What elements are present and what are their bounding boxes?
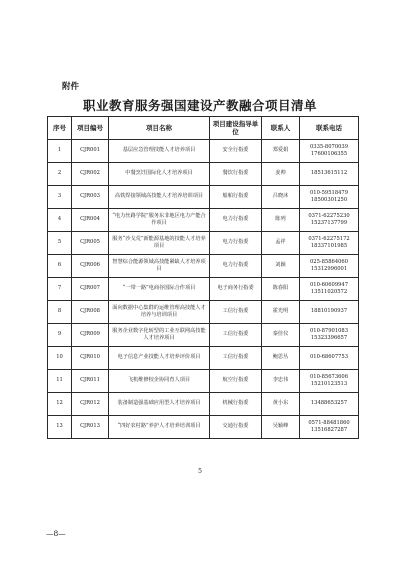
cell-name: 电子信息产业技能人才培养评价项目 (109, 347, 210, 370)
phone-number: 0371-62275230 (308, 212, 350, 219)
cell-phone (300, 255, 359, 278)
cell-unit: 机械行指委 (210, 393, 262, 416)
cell-unit: 电力行指委 (210, 209, 262, 232)
page-number-footer: —8— (46, 529, 66, 538)
cell-code: CJR013 (72, 416, 109, 439)
cell-unit: 电力行指委 (210, 255, 262, 278)
cell-index: 4 (48, 209, 72, 232)
table-row (48, 416, 359, 439)
phone-number: 13488653257 (310, 400, 348, 407)
table-row (48, 163, 359, 186)
cell-contact: 陈列 (262, 209, 300, 232)
table-row (48, 209, 359, 232)
cell-name: 高铁焊接领域高技能人才培养培训项目 (109, 186, 210, 209)
cell-name: 智慧综合能源领域高技能紧缺人才培养项目 (109, 255, 210, 278)
phone-number: 15312996001 (310, 266, 348, 272)
cell-unit: 电力行指委 (210, 232, 262, 255)
cell-name: 装备制造强基础应用型人才培养项目 (109, 393, 210, 416)
phone-number: 18500301250 (310, 197, 348, 203)
cell-phone (300, 278, 359, 301)
cell-unit: 安全行指委 (210, 140, 262, 163)
phone-number: 13516827287 (310, 427, 348, 433)
table-header-row (48, 117, 359, 140)
cell-contact: 姜帅 (262, 163, 300, 186)
cell-phone (300, 232, 359, 255)
cell-index: 10 (48, 347, 72, 370)
table-body (48, 140, 359, 439)
attachment-label: 附件 (62, 82, 80, 92)
page-number-center: 5 (198, 468, 202, 475)
table-row (48, 278, 359, 301)
cell-name: 飞机维修校企协同育人项目 (109, 370, 210, 393)
cell-code: CJR006 (72, 255, 109, 278)
cell-name: 服务“沙戈荒”新能源基地的技能人才培养项目 (109, 232, 210, 255)
cell-name: “电力丝路学院”服务东非地区电力产能合作项目 (109, 209, 210, 232)
table-row (48, 370, 359, 393)
phone-number: 15210123513 (310, 381, 348, 387)
cell-index: 8 (48, 301, 72, 324)
phone-number: 18513615112 (310, 170, 348, 177)
cell-phone (300, 301, 359, 324)
cell-code: CJR005 (72, 232, 109, 255)
phone-number: 18810190937 (310, 308, 348, 315)
cell-phone (300, 140, 359, 163)
cell-code: CJR008 (72, 301, 109, 324)
cell-index: 2 (48, 163, 72, 186)
table-row (48, 140, 359, 163)
phone-number: 010-68607753 (309, 354, 349, 361)
cell-name: 中餐烹饪国际化人才培养项目 (109, 163, 210, 186)
cell-index: 6 (48, 255, 72, 278)
cell-unit: 航空行指委 (210, 370, 262, 393)
phone-number: 010-60609947 (309, 281, 349, 288)
header-code: 项目编号 (72, 117, 109, 140)
cell-code: CJR011 (72, 370, 109, 393)
cell-code: CJR001 (72, 140, 109, 163)
cell-phone (300, 347, 359, 370)
cell-contact: 黄小东 (262, 393, 300, 416)
header-index: 序号 (48, 117, 72, 140)
cell-contact: 刘颖 (262, 255, 300, 278)
cell-index: 13 (48, 416, 72, 439)
cell-contact: 霍光明 (262, 301, 300, 324)
cell-phone (300, 186, 359, 209)
phone-number: 0371-62275172 (308, 235, 350, 242)
cell-phone (300, 370, 359, 393)
cell-index: 9 (48, 324, 72, 347)
cell-index: 5 (48, 232, 72, 255)
cell-index: 11 (48, 370, 72, 393)
cell-name: 基层应急管理技能人才培养项目 (109, 140, 210, 163)
cell-contact: 孟祥 (262, 232, 300, 255)
phone-number: 13511020572 (310, 289, 348, 295)
header-unit: 项目建设指导单位 (210, 117, 262, 140)
cell-unit: 船舶行指委 (210, 186, 262, 209)
cell-contact: 郑爱娟 (262, 140, 300, 163)
cell-phone (300, 416, 359, 439)
cell-code: CJR003 (72, 186, 109, 209)
phone-number: 17600106355 (310, 151, 348, 157)
table-row (48, 393, 359, 416)
cell-contact: 吴颖峰 (262, 416, 300, 439)
cell-code: CJR010 (72, 347, 109, 370)
table-row (48, 324, 359, 347)
cell-phone (300, 324, 359, 347)
cell-code: CJR007 (72, 278, 109, 301)
cell-phone (300, 393, 359, 416)
cell-index: 12 (48, 393, 72, 416)
cell-unit: 工信行指委 (210, 347, 262, 370)
phone-number: 010-87901083 (309, 327, 349, 334)
cell-unit: 工信行指委 (210, 301, 262, 324)
cell-contact: 陈春阳 (262, 278, 300, 301)
cell-code: CJR009 (72, 324, 109, 347)
phone-number: 025-85864060 (309, 258, 349, 265)
table-row (48, 186, 359, 209)
cell-name: “四好农村路”养护人才培养培训项目 (109, 416, 210, 439)
cell-unit: 工信行指委 (210, 324, 262, 347)
cell-contact: 鲍思丛 (262, 347, 300, 370)
phone-number: 18337101985 (310, 243, 348, 249)
cell-phone (300, 163, 359, 186)
cell-unit: 餐饮行指委 (210, 163, 262, 186)
cell-index: 3 (48, 186, 72, 209)
cell-code: CJR012 (72, 393, 109, 416)
cell-name: 服务企业数字化转型的工业互联网高技能人才培养项目 (109, 324, 210, 347)
cell-unit: 电子商务行指委 (210, 278, 262, 301)
phone-number: 0335-8070039 (309, 143, 349, 150)
cell-contact: 秦佳仪 (262, 324, 300, 347)
document-title: 职业教育服务强国建设产教融合项目清单 (82, 98, 317, 113)
phone-number: 0571-88481860 (308, 419, 350, 426)
phone-number: 010-59518479 (309, 189, 349, 196)
phone-number: 010-85673606 (309, 373, 349, 380)
project-table (47, 116, 359, 439)
cell-code: CJR002 (72, 163, 109, 186)
cell-contact: 李忠伟 (262, 370, 300, 393)
table-row (48, 255, 359, 278)
header-phone: 联系电话 (300, 117, 359, 140)
header-contact: 联系人 (262, 117, 300, 140)
table-row (48, 232, 359, 255)
cell-unit: 交通行指委 (210, 416, 262, 439)
phone-number: 15323396657 (310, 335, 348, 341)
table-row (48, 301, 359, 324)
table-row (48, 347, 359, 370)
cell-contact: 吕晓沐 (262, 186, 300, 209)
header-name: 项目名称 (109, 117, 210, 140)
cell-code: CJR004 (72, 209, 109, 232)
cell-name: “一带一路”电商谷国际合作项目 (109, 278, 210, 301)
cell-index: 7 (48, 278, 72, 301)
cell-name: 面向数据中心集群的运维管理高技能人才培养与培训项目 (109, 301, 210, 324)
cell-phone (300, 209, 359, 232)
cell-index: 1 (48, 140, 72, 163)
phone-number: 15237137799 (310, 220, 348, 226)
